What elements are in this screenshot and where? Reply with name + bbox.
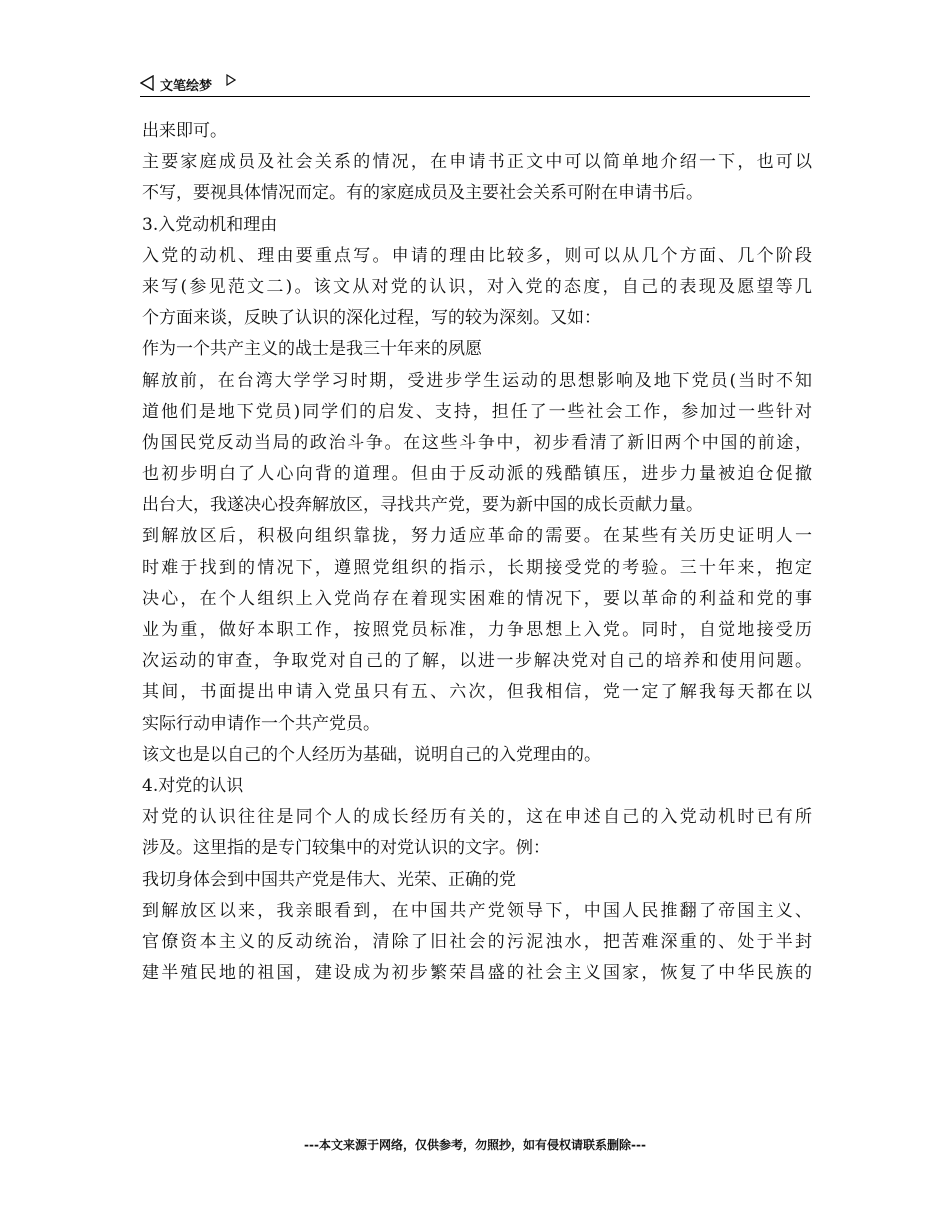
text-line: 其间，书面提出申请入党虽只有五、六次，但我相信，党一定了解我每天都在以 xyxy=(142,682,812,703)
text-line: 解放前，在台湾大学学习时期，受进步学生运动的思想影响及地下党员(当时不知 xyxy=(142,370,812,391)
text-line: 业为重，做好本职工作，按照党员标准，力争思想上入党。同时，自觉地接受历 xyxy=(142,620,812,640)
text-line: 时难于找到的情况下，遵照党组织的指示，长期接受党的考验。三十年来，抱定 xyxy=(142,557,812,578)
text-line: 对党的认识往往是同个人的成长经历有关的，这在申述自己的入党动机时已有所 xyxy=(142,807,812,828)
text-line: 到解放区后，积极向组织靠拢，努力适应革命的需要。在某些有关历史证明人一 xyxy=(142,526,812,547)
text-line: 我切身体会到中国共产党是伟大、光荣、正确的党 xyxy=(142,869,516,890)
document-body xyxy=(142,116,812,989)
triangle-right-outline-icon xyxy=(226,74,236,86)
text-line: 不写，要视具体情况而定。有的家庭成员及主要社会关系可附在申请书后。 xyxy=(142,183,703,204)
text-line: 决心，在个人组织上入党尚存在着现实困难的情况下，要以革命的利益和党的事 xyxy=(142,588,812,609)
header-title: 文笔绘梦 xyxy=(160,79,213,94)
text-line: 到解放区以来，我亲眼看到，在中国共产党领导下，中国人民推翻了帝国主义、 xyxy=(142,900,812,921)
page-header xyxy=(140,72,810,97)
text-line: 主要家庭成员及社会关系的情况，在申请书正文中可以简单地介绍一下，也可以 xyxy=(142,152,812,173)
text-line: 涉及。这里指的是专门较集中的对党认识的文字。例： xyxy=(142,838,550,859)
text-line: 实际行动申请作一个共产党员。 xyxy=(142,713,380,734)
text-line: 道他们是地下党员)同学们的启发、支持，担任了一些社会工作，参加过一些针对 xyxy=(142,401,812,422)
footer-disclaimer: ---本文来源于网络，仅供参考，勿照抄，如有侵权请联系删除--- xyxy=(304,1138,646,1152)
text-line: 入党的动机、理由要重点写。申请的理由比较多，则可以从几个方面、几个阶段 xyxy=(142,245,812,266)
text-line: 次运动的审查，争取党对自己的了解，以进一步解决党对自己的培养和使用问题。 xyxy=(142,651,812,672)
text-line: 该文也是以自己的个人经历为基础，说明自己的入党理由的。 xyxy=(142,744,601,765)
text-line: 伪国民党反动当局的政治斗争。在这些斗争中，初步看清了新旧两个中国的前途， xyxy=(142,432,812,453)
text-line: 来写(参见范文二)。该文从对党的认识，对入党的态度，自己的表现及愿望等几 xyxy=(142,276,812,297)
text-line: 建半殖民地的祖国，建设成为初步繁荣昌盛的社会主义国家，恢复了中华民族的 xyxy=(142,963,812,984)
text-line: 出台大，我遂决心投奔解放区，寻找共产党，要为新中国的成长贡献力量。 xyxy=(142,495,703,516)
text-line: 作为一个共产主义的战士是我三十年来的夙愿 xyxy=(142,339,482,360)
text-line: 个方面来谈，反映了认识的深化过程，写的较为深刻。又如： xyxy=(142,308,601,329)
text-line: 3.入党动机和理由 xyxy=(142,214,278,235)
text-line: 4.对党的认识 xyxy=(142,775,244,796)
text-line: 也初步明白了人心向背的道理。但由于反动派的残酷镇压，进步力量被迫仓促撤 xyxy=(142,464,812,485)
text-line: 官僚资本主义的反动统治，清除了旧社会的污泥浊水，把苦难深重的、处于半封 xyxy=(142,931,812,952)
text-line: 出来即可。 xyxy=(142,121,227,141)
triangle-left-outline-icon xyxy=(140,75,154,91)
